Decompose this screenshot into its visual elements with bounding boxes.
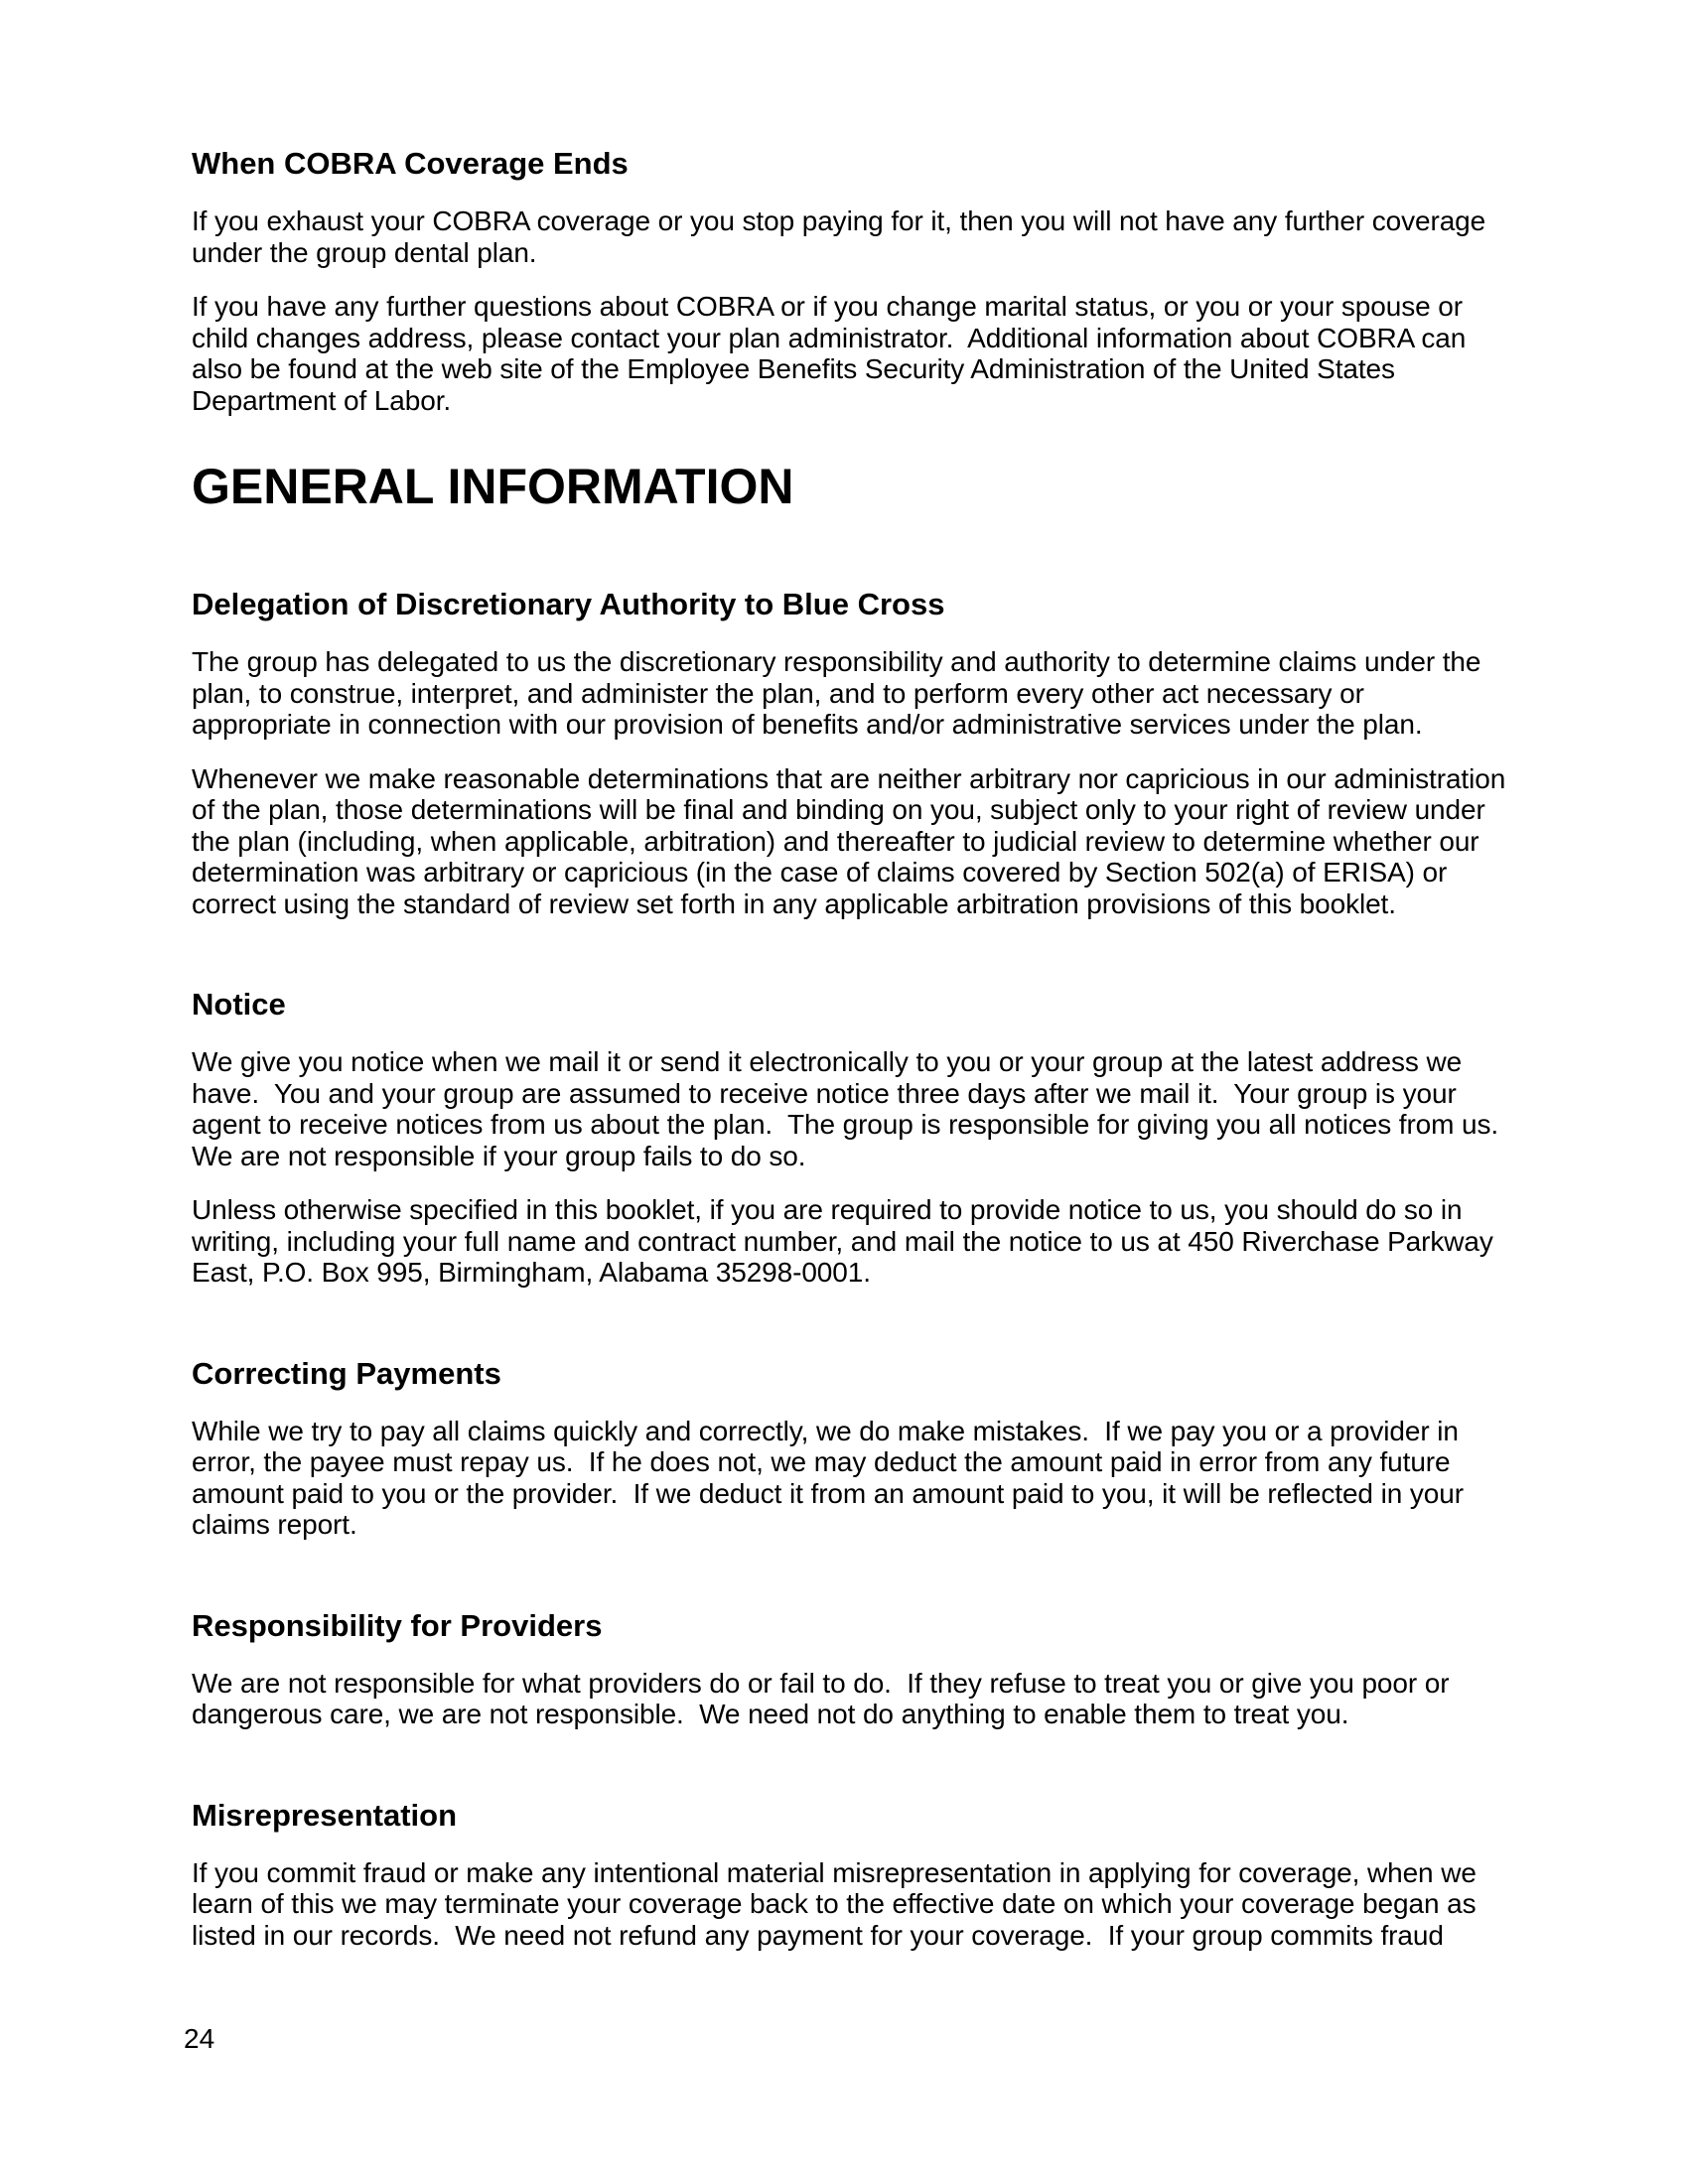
chapter-heading-general-information: GENERAL INFORMATION	[192, 459, 794, 514]
page-content	[192, 101, 1514, 1974]
page-number: 24	[184, 2023, 215, 2054]
paragraph-responsibility-providers: We are not responsible for what providers do or fail to do. If they refuse to treat you or give you poor or dangerous care, we are not responsible. We need not do anything to enable them to treat you.	[192, 1667, 1458, 1729]
paragraph-correcting-payments: While we try to pay all claims quickly and correctly, we do make mistakes. If we pay you or a provider in error, the payee must repay us. If he does not, we may deduct the amount paid in error from any future amount paid to you or the provider. If we deduct it from an amount paid to you, it will be reflected in your claims report.	[192, 1415, 1472, 1540]
paragraph-delegation-1: The group has delegated to us the discretionary responsibility and authority to determine claims under the plan, to construe, interpret, and administer the plan, and to perform every other act necessary or appropriate in connection with our provision of benefits and/or administrative services under the plan.	[192, 646, 1489, 740]
section-heading-when-cobra-coverage-ends: When COBRA Coverage Ends	[192, 146, 629, 181]
section-heading-misrepresentation: Misrepresentation	[192, 1797, 458, 1833]
paragraph-delegation-2: Whenever we make reasonable determinations that are neither arbitrary nor capricious in our administration of the plan, those determinations will be final and binding on you, subject only to your right of review under the plan (including, when applicable, arbitration) and thereafter to judicial review to determine whether our determination was arbitrary or capricious (in the case of claims covered by Section 502(a) of ERISA) or correct using the standard of review set forth in any applicable arbitration provisions of this booklet.	[192, 762, 1513, 919]
section-heading-notice: Notice	[192, 987, 286, 1022]
paragraph-cobra-exhaust: If you exhaust your COBRA coverage or you stop paying for it, then you will not have any further coverage under the group dental plan.	[192, 205, 1493, 268]
paragraph-notice-2: Unless otherwise specified in this booklet, if you are required to provide notice to us, you should do so in writing, including your full name and contract number, and mail the notice to us at 450 Riverchase Parkway East, P.O. Box 995, Birmingham, Alabama 35298-0001.	[192, 1194, 1501, 1288]
paragraph-cobra-questions: If you have any further questions about COBRA or if you change marital status, or you or your spouse or child changes address, please contact your plan administrator. Additional information about COBRA can also be found at the web site of the Employee Benefits Security Administration of the United States Department of Labor.	[192, 291, 1474, 416]
section-heading-responsibility-providers: Responsibility for Providers	[192, 1607, 603, 1643]
paragraph-misrepresentation: If you commit fraud or make any intentional material misrepresentation in applying for coverage, when we learn of this we may terminate your coverage back to the effective date on which your coverage began as listed in our records. We need not refund any payment for your coverage. If your group commits fraud	[192, 1856, 1484, 1951]
paragraph-notice-1: We give you notice when we mail it or send it electronically to you or your group at the latest address we have. You and your group are assumed to receive notice three days after we mail it. Your group is your agent to receive notices from us about the plan. The group is responsible for giving you all notices from us. We are not responsible if your group fails to do so.	[192, 1046, 1514, 1171]
section-heading-correcting-payments: Correcting Payments	[192, 1355, 501, 1391]
section-heading-delegation-authority: Delegation of Discretionary Authority to Blue Cross	[192, 587, 945, 621]
